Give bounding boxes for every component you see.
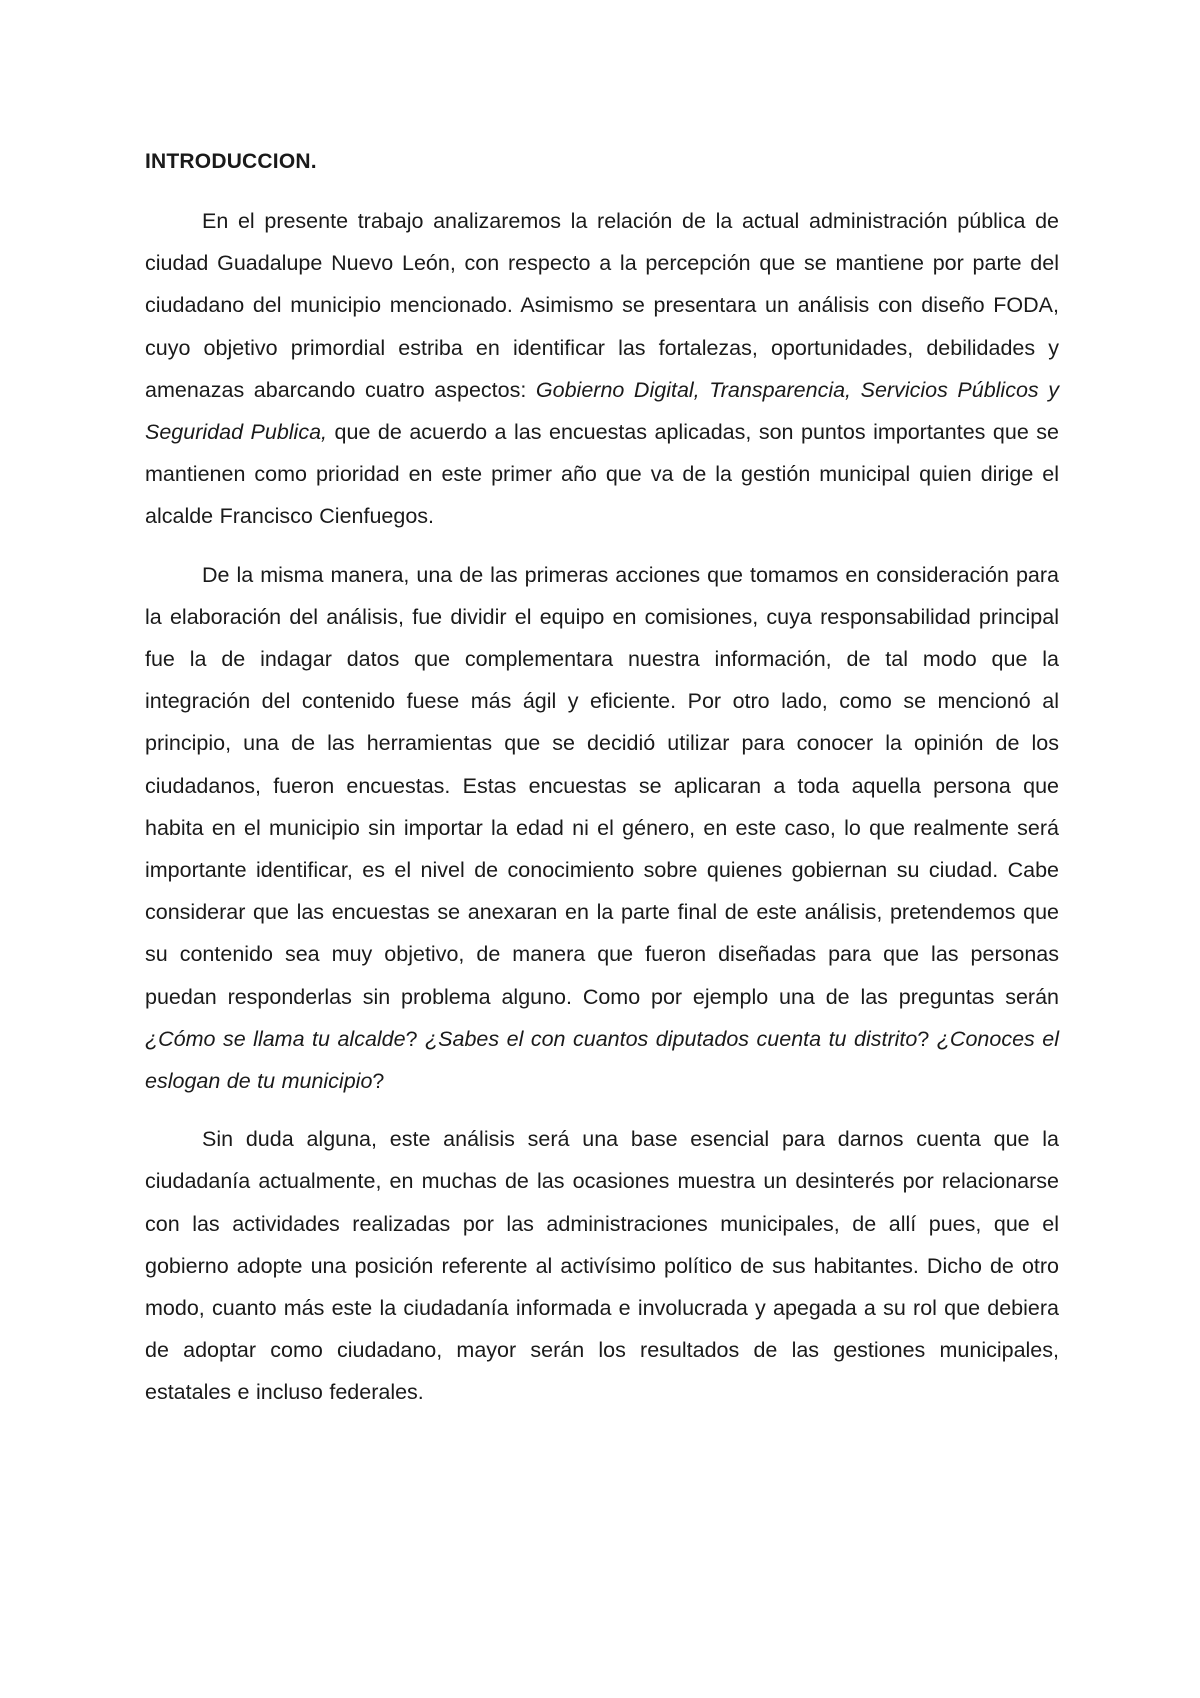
paragraph-1-text: En el presente trabajo analizaremos la relación de la actual administración pública de ciudad Guadalupe Nuevo León, con respecto a la percepción que se mantiene por parte del ciudadano del municipio mencionado. Asimismo se presentara un análisis con diseño FODA, cuyo objetivo primordial estriba en identificar las fortalezas, oportunidades, debilidades y amenazas abarcando cuatro aspectos: (145, 209, 1059, 402)
paragraph-2 (145, 554, 1059, 1103)
paragraph-2-question-mark-3: ? (372, 1069, 385, 1094)
paragraph-3 (145, 1118, 1059, 1413)
paragraph-2-question-mark-1: ? (405, 1026, 426, 1051)
document-title: INTRODUCCION. (145, 150, 317, 173)
paragraph-1-text-end: que de acuerdo a las encuestas aplicadas, son puntos importantes que se mantienen como prioridad en este primer año que va de la gestión municipal quien dirige el alcalde Francisco Cienfuegos. (145, 420, 1060, 529)
paragraph-1-italic-aspects: Gobierno Digital, Transparencia, Servicios Públicos y Seguridad Publica, (145, 377, 1059, 445)
paragraph-2-question-2: ¿Sabes el con cuantos diputados cuenta tu distrito (425, 1026, 918, 1051)
document-page (145, 138, 1059, 1430)
paragraph-3-text: Sin duda alguna, este análisis será una base esencial para darnos cuenta que la ciudadanía actualmente, en muchas de las ocasiones muestra un desinterés por relacionarse con las actividades realizadas por las administraciones municipales, de allí pues, que el gobierno adopte una posición referente al activísimo político de sus habitantes. Dicho de otro modo, cuanto más este la ciudadanía informada e involucrada y apegada a su rol que debiera de adoptar como ciudadano, mayor serán los resultados de las gestiones municipales, estatales e incluso federales. (145, 1127, 1059, 1405)
paragraph-2-text: De la misma manera, una de las primeras acciones que tomamos en consideración para la elaboración del análisis, fue dividir el equipo en comisiones, cuya responsabilidad principal fue la de indagar datos que complementara nuestra información, de tal modo que la integración del contenido fuese más ágil y eficiente. Por otro lado, como se mencionó al principio, una de las herramientas que se decidió utilizar para conocer la opinión de los ciudadanos, fueron encuestas. Estas encuestas se aplicaran a toda aquella persona que habita en el municipio sin importar la edad ni el género, en este caso, lo que realmente será importante identificar, es el nivel de conocimiento sobre quienes gobiernan su ciudad. Cabe considerar que las encuestas se anexaran en la parte final de este análisis, pretendemos que su contenido sea muy objetivo, de manera que fueron diseñadas para que las personas puedan responderlas sin problema alguno. Como por ejemplo una de las preguntas serán (145, 562, 1059, 1009)
paragraph-2-question-mark-2: ? (917, 1026, 937, 1051)
paragraph-1 (145, 200, 1059, 538)
paragraph-2-question-1: ¿Cómo se llama tu alcalde (145, 1026, 406, 1051)
paragraph-2-question-3: ¿Conoces el eslogan de tu municipio (145, 1026, 1059, 1094)
